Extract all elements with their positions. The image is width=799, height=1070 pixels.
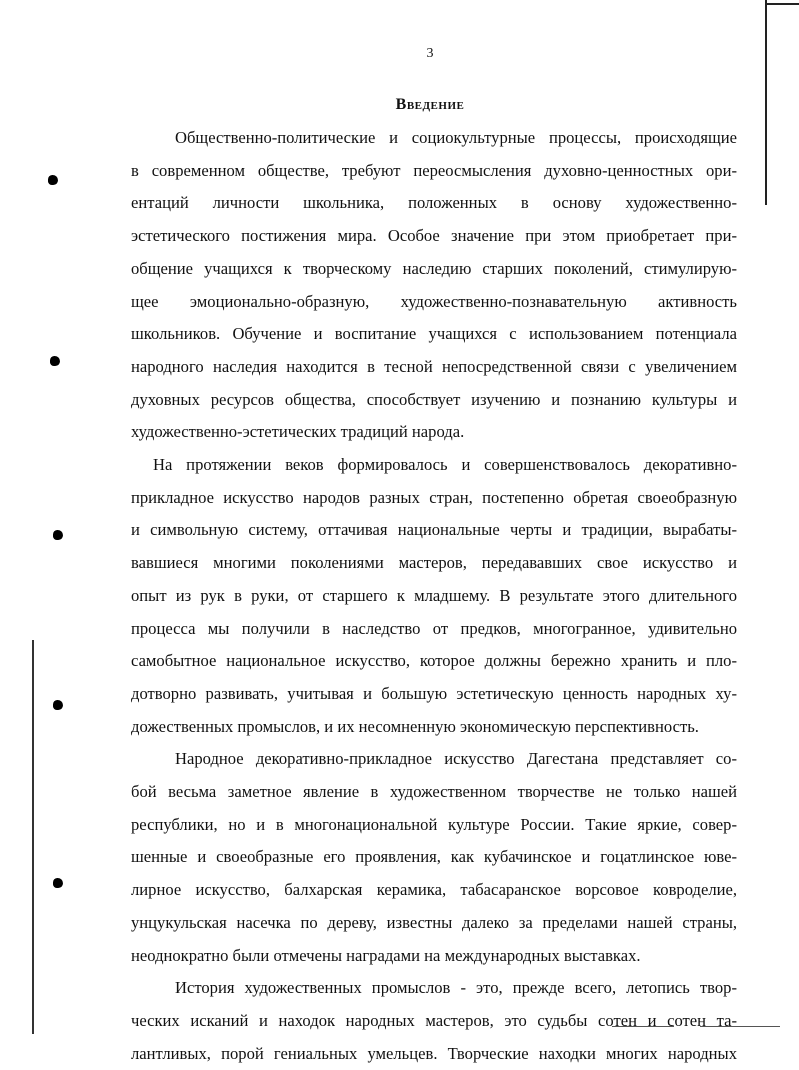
text-line: республики, но и в многонациональной культуре России. Такие яркие, совер- bbox=[131, 814, 737, 834]
scan-border-top-corner bbox=[765, 3, 799, 5]
text-line: дожественных промыслов, и их несомненную экономическую перспективность. bbox=[131, 716, 699, 736]
scan-border-left bbox=[32, 640, 34, 1034]
text-line: художественно-эстетических традиций народа. bbox=[131, 422, 465, 442]
section-heading: Введение bbox=[395, 96, 465, 113]
paragraph-1 bbox=[131, 122, 737, 449]
text-line: лирное искусство, балхарская керамика, табасаранское ворсовое ковроделие, bbox=[131, 880, 737, 900]
text-line: История художественных промыслов - это, прежде всего, летопись твор- bbox=[175, 978, 737, 998]
text-line: лантливых, порой гениальных умельцев. Творческие находки многих народных bbox=[131, 1043, 737, 1063]
binding-hole-mark-3 bbox=[53, 530, 63, 540]
paragraph-2 bbox=[131, 449, 737, 743]
text-line: ческих исканий и находок народных мастеров, это судьбы сотен и сотен та- bbox=[131, 1010, 737, 1030]
text-line: народного наследия находится в тесной непосредственной связи с увеличением bbox=[131, 356, 737, 376]
text-line: прикладное искусство народов разных стран, постепенно обретая своеобразную bbox=[131, 487, 737, 507]
text-line: шенные и своеобразные его проявления, как кубачинское и гоцатлинское юве- bbox=[131, 847, 737, 867]
text-line: Общественно-политические и социокультурные процессы, происходящие bbox=[175, 128, 737, 147]
text-line: общение учащихся к творческому наследию старших поколений, стимулирую- bbox=[131, 258, 737, 278]
binding-hole-mark-5 bbox=[53, 878, 63, 888]
text-line: эстетического постижения мира. Особое значение при этом приобретает при- bbox=[131, 226, 737, 246]
text-line: опыт из рук в руки, от старшего к младшему. В результате этого длительного bbox=[131, 585, 737, 605]
text-line: Народное декоративно-прикладное искусство Дагестана представляет со- bbox=[175, 749, 737, 769]
paragraph-3 bbox=[131, 743, 737, 972]
text-line: процесса мы получили в наследство от предков, многогранное, удивительно bbox=[131, 618, 737, 638]
text-line: школьников. Обучение и воспитание учащихся с использованием потенциала bbox=[131, 324, 737, 344]
text-line: неоднократно были отмечены наградами на международных выставках. bbox=[131, 945, 641, 965]
text-line: духовных ресурсов общества, способствует изучению и познанию культуры и bbox=[131, 389, 737, 409]
binding-hole-mark-2 bbox=[50, 356, 60, 366]
text-line: в современном обществе, требуют переосмысления духовно-ценностных ори- bbox=[131, 160, 737, 180]
document-body bbox=[131, 122, 737, 1070]
binding-hole-mark-4 bbox=[53, 700, 63, 710]
text-line: самобытное национальное искусство, которое должны бережно хранить и пло- bbox=[131, 651, 737, 671]
text-line: дотворно развивать, учитывая и большую эстетическую ценность народных ху- bbox=[131, 683, 737, 703]
paragraph-4 bbox=[131, 972, 737, 1070]
text-line: унцукульская насечка по дереву, известны далеко за пределами нашей страны, bbox=[131, 912, 737, 932]
text-line: вавшиеся многими поколениями мастеров, передававших свое искусство и bbox=[131, 553, 737, 573]
binding-hole-mark-1 bbox=[48, 175, 58, 185]
text-line: бой весьма заметное явление в художественном творчестве не только нашей bbox=[131, 782, 737, 802]
text-line: На протяжении веков формировалось и совершенствовалось декоративно- bbox=[153, 455, 737, 475]
page-number: 3 bbox=[426, 46, 434, 61]
text-line: и символьную систему, оттачивая национальные черты и традиции, вырабаты- bbox=[131, 520, 737, 540]
text-line: ентаций личности школьника, положенных в основу художественно- bbox=[131, 193, 737, 213]
text-line: щее эмоционально-образную, художественно-познавательную активность bbox=[131, 291, 737, 311]
